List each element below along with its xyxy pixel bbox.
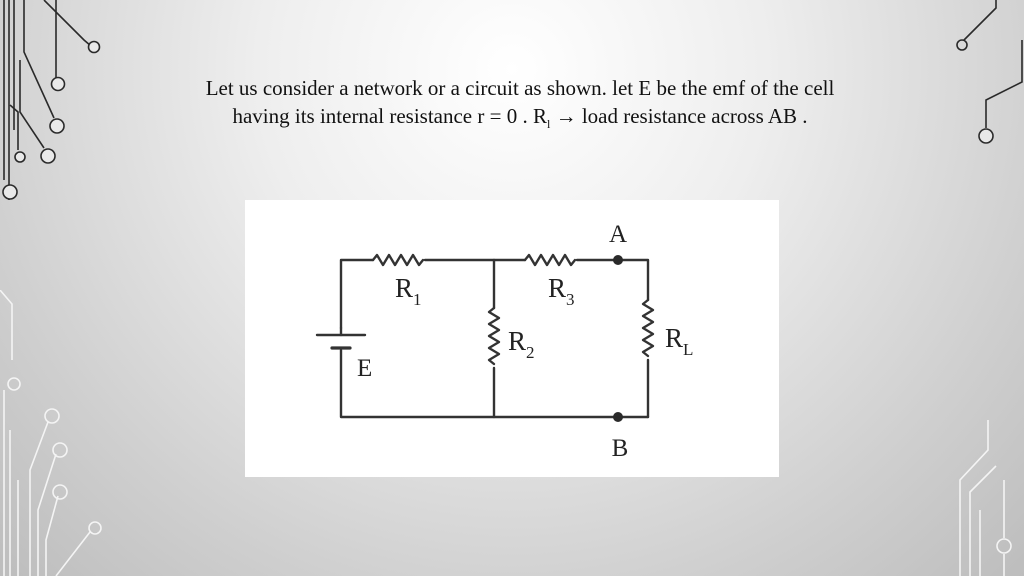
r2-label: $R_2$ <box>508 326 535 362</box>
wire-top-right <box>577 260 648 300</box>
circuit-decoration-bottom-right <box>950 420 1024 576</box>
circuit-decoration-top-left <box>0 0 110 210</box>
r3-label: $R_3$ <box>548 273 575 309</box>
caption-line-2: having its internal resistance r = 0 . $R_l$ → load resistance across AB . <box>232 104 808 132</box>
node-b-label: B <box>611 435 629 462</box>
caption <box>100 74 940 138</box>
r1-label: $R_1$ <box>395 273 422 309</box>
circuit-decoration-top-right <box>930 0 1024 160</box>
resistor-r3 <box>525 255 575 265</box>
node-b-dot <box>613 412 623 422</box>
wire-left-top <box>341 260 373 328</box>
node-a-label: A <box>608 221 628 248</box>
resistor-r2 <box>489 308 499 364</box>
node-a-dot <box>613 255 623 265</box>
circuit-figure <box>245 200 779 477</box>
circuit-decoration-bottom-left <box>0 290 110 576</box>
rl-label: $R_L$ <box>665 323 694 359</box>
resistor-rl <box>643 300 653 356</box>
resistor-r1 <box>373 255 423 265</box>
circuit-diagram <box>245 200 779 477</box>
caption-line-1: Let us consider a network or a circuit as shown. let E be the emf of the cell <box>205 76 835 100</box>
cell-label: E <box>357 355 373 382</box>
